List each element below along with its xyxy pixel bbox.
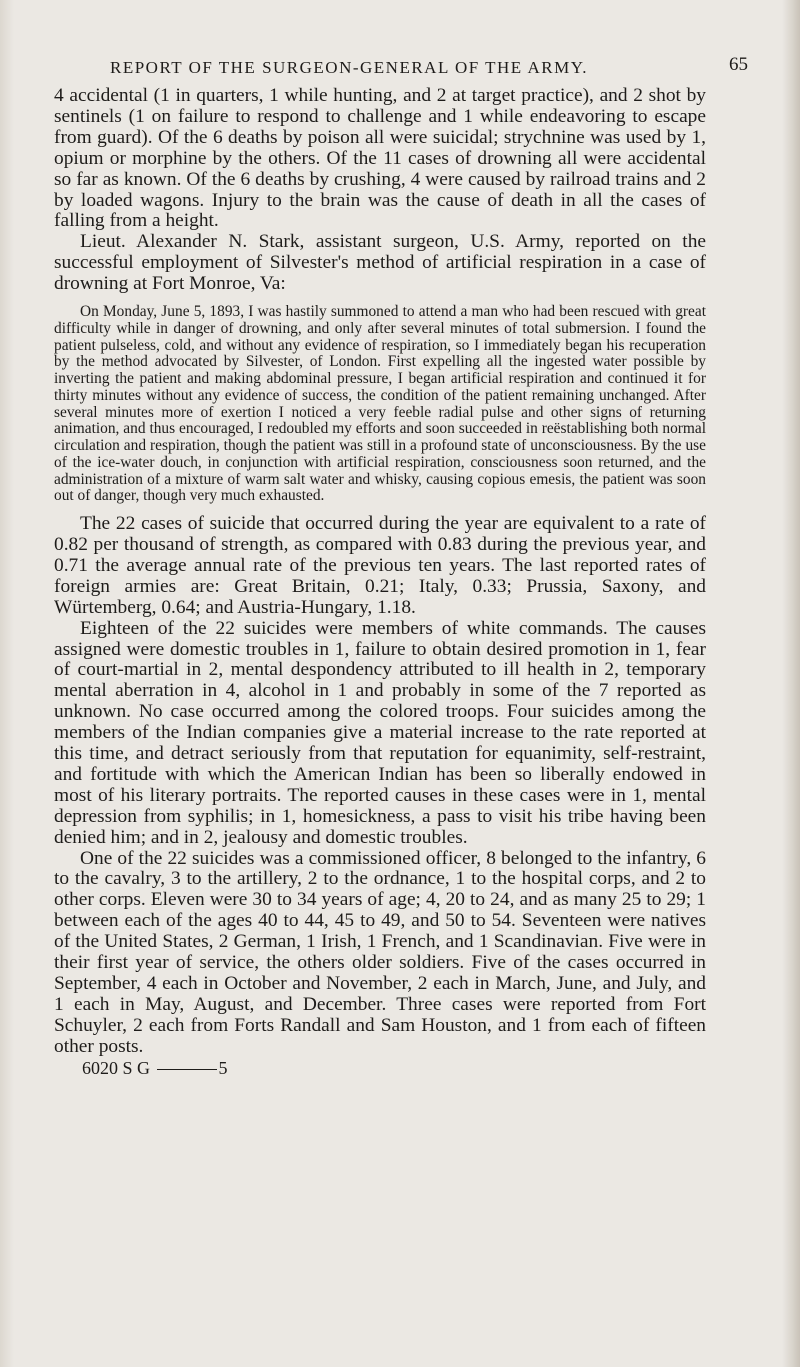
paragraph-suicide-rates: The 22 cases of suicide that occurred during the year are equivalent to a rate of 0.82 per thousand of strength, as compared with 0.83 during the previous year, and 0.71 the average annual rate of the previous ten years. The last reported rates of foreign armies are: Great Britain, 0.21; Italy, 0.33; Prussia, Saxony, and Würtemberg, 0.64; and Austria-Hungary, 1.18. <box>54 513 706 618</box>
page-number: 65 <box>729 54 748 75</box>
paragraph-stark-report-intro: Lieut. Alexander N. Stark, assistant surgeon, U.S. Army, reported on the successful employment of Silvester's method of artificial respiration in a case of drowning at Fort Monroe, Va: <box>54 231 706 295</box>
header-title: REPORT OF THE SURGEON-GENERAL OF THE ARMY. <box>110 58 589 77</box>
page-edge-shadow-left <box>0 0 14 1367</box>
signature-rule <box>157 1069 217 1070</box>
signature-number: 5 <box>218 1057 228 1078</box>
page-edge-shadow-right <box>782 0 800 1367</box>
page-body <box>54 86 706 1078</box>
paragraph-injury-causes: 4 accidental (1 in quarters, 1 while hunting, and 2 at target practice), and 2 shot by sentinels (1 on failure to respond to challenge and 1 while endeavoring to escape from guard). Of the 6 deaths by poison all were suicidal; strychnine was used by 1, opium or morphine by the others. Of the 11 cases of drowning all were accidental so far as known. Of the 6 deaths by crushing, 4 were caused by railroad trains and 2 by loaded wagons. Injury to the brain was the cause of death in all the cases of falling from a height. <box>54 85 706 232</box>
signature-line <box>54 1058 706 1078</box>
paragraph-suicide-demographics: One of the 22 suicides was a commissioned officer, 8 belonged to the infantry, 6 to the cavalry, 3 to the artillery, 2 to the ordnance, 1 to the hospital corps, and 2 to other corps. Eleven were 30 to 34 years of age; 4, 20 to 24, and as many 25 to 29; 1 between each of the ages 40 to 44, 45 to 49, and 50 to 54. Seventeen were natives of the United States, 2 German, 1 Irish, 1 French, and 1 Scandinavian. Five were in their first year of service, the others older soldiers. Five of the cases occurred in September, 4 each in October and November, 2 each in March, June, and July, and 1 each in May, August, and December. Three cases were reported from Fort Schuyler, 2 each from Forts Randall and Sam Houston, and 1 from each of fifteen other posts. <box>54 847 706 1057</box>
paragraph-suicide-causes: Eighteen of the 22 suicides were members of white commands. The causes assigned were domestic troubles in 1, failure to obtain desired promotion in 1, fear of court-martial in 2, mental despondency attributed to ill health in 2, temporary mental aberration in 4, alcohol in 1 and probably in some of the 7 reported as unknown. No case occurred among the colored troops. Four suicides among the members of the Indian companies give a material increase to the rate reported at this time, and detract seriously from that reputation for equanimity, self-restraint, and fortitude with which the American Indian has been so liberally endowed in most of his literary portraits. The reported causes in these cases were in 1, mental depression from syphilis; in 1, homesickness, a pass to visit his tribe having been denied him; and in 2, jealousy and domestic troubles. <box>54 617 706 848</box>
signature-mark: 6020 S G <box>82 1057 151 1078</box>
quoted-drowning-case-report: On Monday, June 5, 1893, I was hastily summoned to attend a man who had been rescued with great difficulty while in danger of drowning, and only after several minutes of total submersion. I found the patient pulseless, cold, and without any evidence of respiration, so I immediately began his recuperation by the method advocated by Silvester, of London. First expelling all the ingested water possible by inverting the patient and making abdominal pressure, I began artificial respiration and continued it for thirty minutes without any evidence of success, the condition of the patient remaining unchanged. After several minutes more of exertion I noticed a very feeble radial pulse and other signs of returning animation, and thus encouraged, I redoubled my efforts and soon succeeded in reëstablishing both normal circulation and respiration, though the patient was still in a profound state of unconsciousness. By the use of the ice-water douch, in conjunction with artificial respiration, consciousness soon returned, and the administration of a mixture of warm salt water and whisky, causing copious emesis, the patient was soon out of danger, though very much exhausted. <box>54 303 706 505</box>
